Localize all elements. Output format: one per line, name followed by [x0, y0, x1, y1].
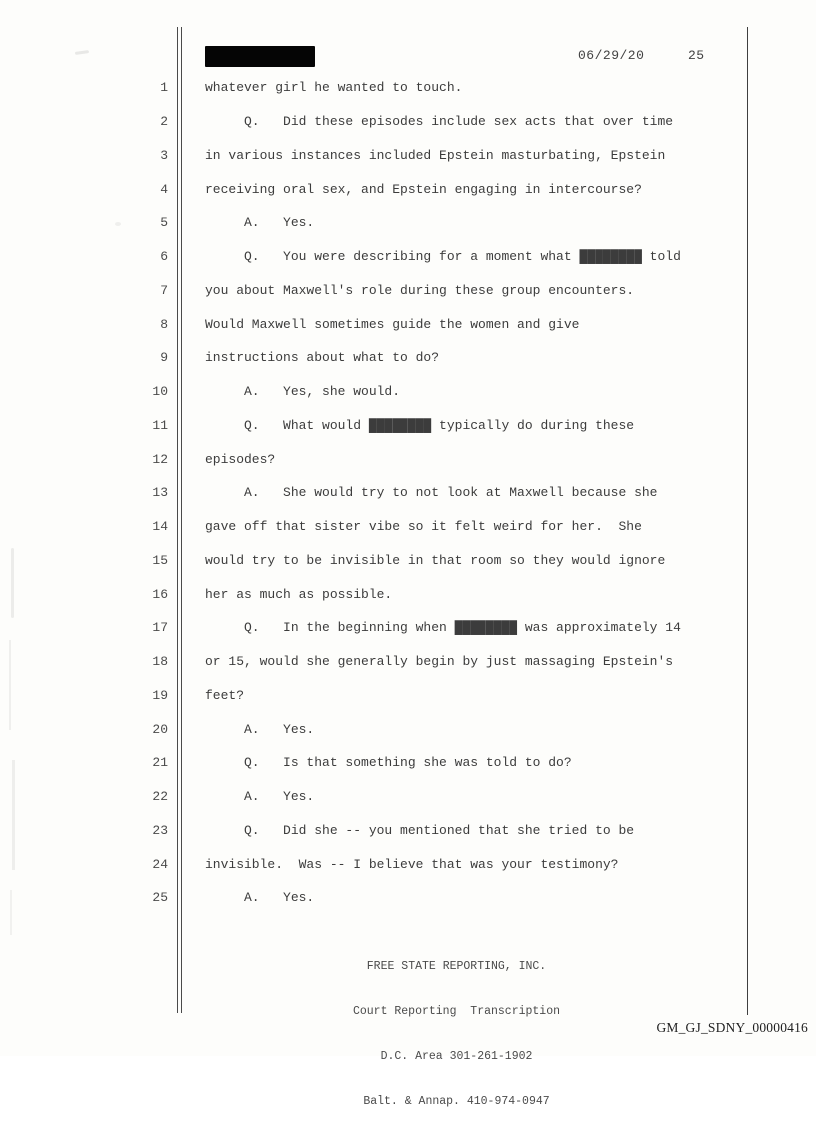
transcript-line — [0, 274, 747, 308]
line-text: Q. In the beginning when ████████ was approximately 14 — [205, 620, 681, 636]
line-text: her as much as possible. — [205, 586, 393, 602]
line-text: A. Yes, she would. — [205, 384, 401, 400]
line-number: 4 — [160, 181, 168, 197]
transcript-line — [0, 172, 747, 206]
transcript-line — [0, 375, 747, 409]
line-text: Q. Is that something she was told to do? — [205, 755, 572, 771]
line-text: A. Yes. — [205, 789, 315, 805]
transcript-line — [0, 645, 747, 679]
line-text: A. Yes. — [205, 215, 315, 231]
right-rule — [747, 27, 748, 1015]
footer-line: Balt. & Annap. 410-974-0947 — [363, 1095, 550, 1108]
transcript-body — [0, 71, 747, 915]
transcript-line — [0, 206, 747, 240]
line-text: invisible. Was -- I believe that was your testimony? — [205, 856, 619, 872]
line-number: 10 — [152, 384, 168, 400]
transcript-line — [0, 712, 747, 746]
transcript-line — [0, 442, 747, 476]
line-number: 20 — [152, 721, 168, 737]
line-text: Q. What would ████████ typically do during these — [205, 417, 635, 433]
line-number: 16 — [152, 586, 168, 602]
scan-artifact — [75, 50, 89, 55]
line-number: 9 — [160, 350, 168, 366]
line-text: whatever girl he wanted to touch. — [205, 80, 463, 96]
line-text: Would Maxwell sometimes guide the women and give — [205, 316, 580, 332]
line-number: 21 — [152, 755, 168, 771]
line-text: A. She would try to not look at Maxwell because she — [205, 485, 658, 501]
line-text: instructions about what to do? — [205, 350, 440, 366]
transcript-line — [0, 577, 747, 611]
transcript-line — [0, 780, 747, 814]
line-number: 17 — [152, 620, 168, 636]
bates-number: GM_GJ_SDNY_00000416 — [656, 1020, 808, 1035]
line-text: A. Yes. — [205, 890, 315, 906]
footer-line: FREE STATE REPORTING, INC. — [366, 960, 547, 973]
line-number: 5 — [160, 215, 168, 231]
line-text: feet? — [205, 687, 245, 703]
line-number: 22 — [152, 789, 168, 805]
line-text: or 15, would she generally begin by just massaging Epstein's — [205, 654, 674, 670]
line-number: 2 — [160, 114, 168, 130]
line-number: 23 — [152, 822, 168, 838]
line-number: 8 — [160, 316, 168, 332]
transcript-line — [0, 409, 747, 443]
transcript-line — [0, 746, 747, 780]
transcript-line — [0, 476, 747, 510]
transcript-line — [0, 847, 747, 881]
transcript-line — [0, 71, 747, 105]
line-text: would try to be invisible in that room so they would ignore — [205, 552, 666, 568]
transcript-line — [0, 341, 747, 375]
transcript-line — [0, 240, 747, 274]
transcript-line — [0, 139, 747, 173]
line-text: Q. Did these episodes include sex acts that over time — [205, 114, 674, 130]
line-number: 15 — [152, 552, 168, 568]
transcript-line — [0, 679, 747, 713]
line-text: episodes? — [205, 451, 276, 467]
line-number: 3 — [160, 147, 168, 163]
transcript-line — [0, 814, 747, 848]
header-date: 06/29/20 — [578, 48, 645, 63]
line-number: 7 — [160, 282, 168, 298]
transcript-line — [0, 881, 747, 915]
line-text: in various instances included Epstein masturbating, Epstein — [205, 147, 666, 163]
line-number: 14 — [152, 519, 168, 535]
line-number: 25 — [152, 890, 168, 906]
redaction-bar — [205, 46, 315, 67]
line-text: Q. Did she -- you mentioned that she tried to be — [205, 822, 635, 838]
line-number: 6 — [160, 249, 168, 265]
transcript-line — [0, 307, 747, 341]
transcript-line — [0, 611, 747, 645]
line-text: A. Yes. — [205, 721, 315, 737]
line-text: Q. You were describing for a moment what ████████ told — [205, 249, 681, 265]
line-number: 12 — [152, 451, 168, 467]
transcript-line — [0, 544, 747, 578]
footer-line: Court Reporting Transcription — [352, 1005, 561, 1018]
header-page-number: 25 — [688, 48, 705, 63]
line-number: 11 — [152, 417, 168, 433]
line-number: 18 — [152, 654, 168, 670]
transcript-line — [0, 510, 747, 544]
reporter-footer — [205, 929, 708, 1139]
line-text: gave off that sister vibe so it felt weird for her. She — [205, 519, 642, 535]
line-number: 1 — [160, 80, 168, 96]
line-number: 13 — [152, 485, 168, 501]
transcript-line — [0, 105, 747, 139]
line-number: 19 — [152, 687, 168, 703]
line-number: 24 — [152, 856, 168, 872]
line-text: receiving oral sex, and Epstein engaging in intercourse? — [205, 181, 642, 197]
line-text: you about Maxwell's role during these group encounters. — [205, 282, 635, 298]
footer-line: D.C. Area 301-261-1902 — [380, 1050, 533, 1063]
